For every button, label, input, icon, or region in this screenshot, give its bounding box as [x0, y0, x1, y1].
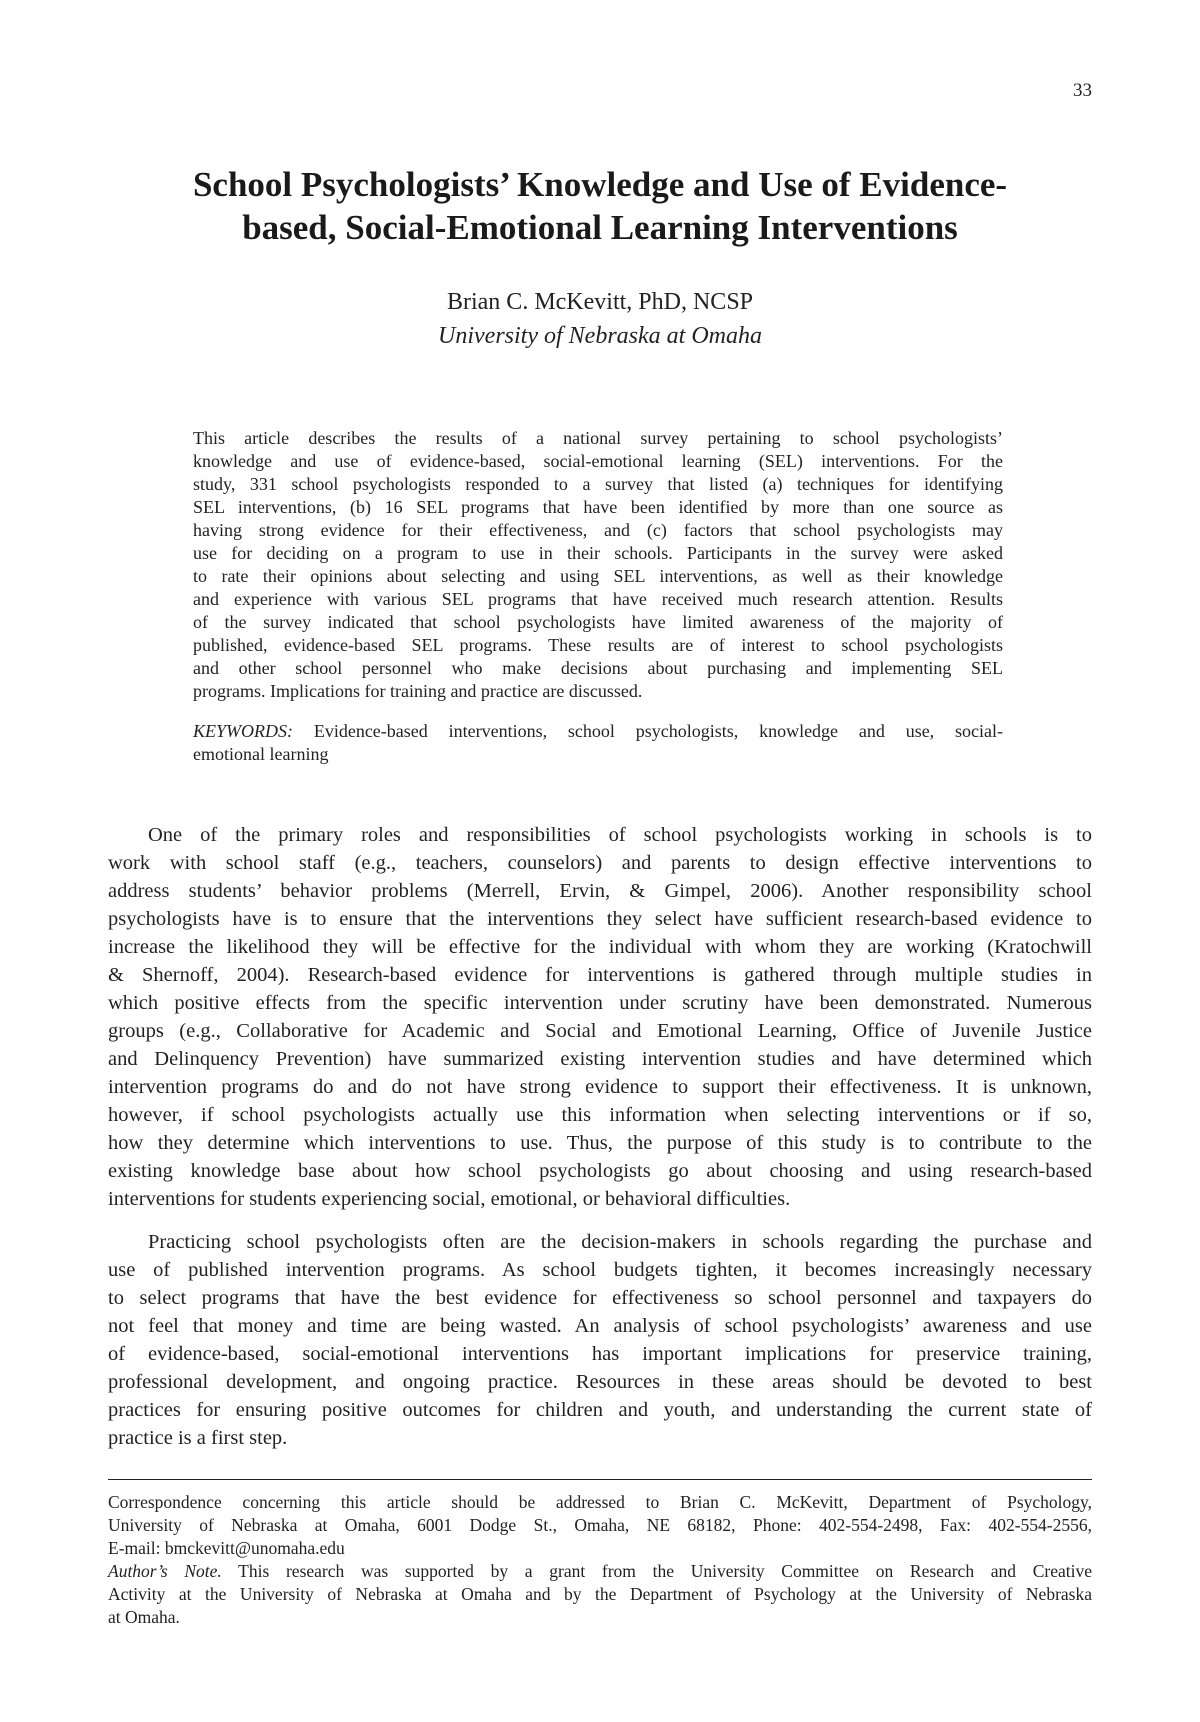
author-affiliation: University of Nebraska at Omaha: [438, 323, 762, 349]
body-line: professional development, and ongoing practice. Resources in these areas should be devoted to best: [108, 1371, 1092, 1393]
body-line: of evidence-based, social-emotional interventions has important implications for preservice training,: [108, 1343, 1092, 1365]
body-line: increase the likelihood they will be effective for the individual with whom they are working (Kratochwill: [108, 936, 1092, 958]
title-line: based, Social-Emotional Learning Interventions: [242, 208, 958, 247]
keywords-label: KEYWORDS:: [193, 721, 293, 741]
body-line: use of published intervention programs. As school budgets tighten, it becomes increasingly necessary: [108, 1259, 1092, 1281]
keywords-line: emotional learning: [193, 744, 329, 764]
abstract-line: This article describes the results of a national survey pertaining to school psychologists’: [193, 428, 1003, 448]
body-line: work with school staff (e.g., teachers, counselors) and parents to design effective interventions to: [108, 852, 1092, 874]
authors-note-label: Author’s Note.: [108, 1561, 222, 1581]
body-line: & Shernoff, 2004). Research-based evidence for interventions is gathered through multiple studies in: [108, 964, 1092, 986]
abstract: [193, 427, 1003, 703]
body-line: practices for ensuring positive outcomes for children and youth, and understanding the current state of: [108, 1399, 1092, 1421]
title-line: School Psychologists’ Knowledge and Use of Evidence-: [192, 165, 1008, 204]
keywords: [193, 720, 1003, 766]
body-line: groups (e.g., Collaborative for Academic and Social and Emotional Learning, Office of Juvenile Justice: [108, 1020, 1092, 1042]
abstract-line: published, evidence-based SEL programs. These results are of interest to school psychologists: [193, 635, 1003, 655]
body-line: to select programs that have the best evidence for effectiveness so school personnel and taxpayers do: [108, 1287, 1092, 1309]
body-line: existing knowledge base about how school psychologists go about choosing and using research-based: [108, 1160, 1092, 1182]
footnote-line: at Omaha.: [108, 1607, 180, 1627]
abstract-line: programs. Implications for training and practice are discussed.: [193, 681, 643, 701]
footnotes: [108, 1491, 1092, 1629]
body-line: practice is a first step.: [108, 1427, 288, 1449]
body-line: One of the primary roles and responsibilities of school psychologists working in schools is to: [148, 824, 1092, 846]
body-paragraph: [108, 1228, 1092, 1452]
abstract-line: of the survey indicated that school psychologists have limited awareness of the majority of: [193, 612, 1003, 632]
abstract-line: and other school personnel who make decisions about purchasing and implementing SEL: [193, 658, 1003, 678]
keywords-text: Evidence-based interventions, school psychologists, knowledge and use, social-: [313, 721, 1003, 741]
authors-note-text: This research was supported by a grant from the University Committee on Research and Creative: [238, 1561, 1093, 1581]
body-paragraph: [108, 821, 1092, 1213]
body-line: address students’ behavior problems (Merrell, Ervin, & Gimpel, 2006). Another responsibility school: [108, 880, 1092, 902]
footnote-line: E-mail: bmckevitt@unomaha.edu: [108, 1538, 345, 1558]
abstract-line: knowledge and use of evidence-based, social-emotional learning (SEL) interventions. For the: [193, 451, 1003, 471]
abstract-line: having strong evidence for their effectiveness, and (c) factors that school psychologists may: [193, 520, 1003, 540]
body-line: interventions for students experiencing social, emotional, or behavioral difficulties.: [108, 1188, 791, 1210]
abstract-line: study, 331 school psychologists responded to a survey that listed (a) techniques for identifying: [193, 474, 1003, 494]
footnote-divider: [108, 1479, 1092, 1480]
abstract-line: and experience with various SEL programs that have received much research attention. Results: [193, 589, 1003, 609]
footnote-line: University of Nebraska at Omaha, 6001 Dodge St., Omaha, NE 68182, Phone: 402-554-2498, Fax: 402-554-2556,: [108, 1515, 1092, 1535]
page-number: 33: [1073, 80, 1092, 101]
abstract-line: SEL interventions, (b) 16 SEL programs that have been identified by more than one source as: [193, 497, 1003, 517]
body-line: not feel that money and time are being wasted. An analysis of school psychologists’ awareness and use: [108, 1315, 1092, 1337]
abstract-line: to rate their opinions about selecting and using SEL interventions, as well as their knowledge: [193, 566, 1003, 586]
body-line: however, if school psychologists actually use this information when selecting interventions or if so,: [108, 1104, 1092, 1126]
author-name: Brian C. McKevitt, PhD, NCSP: [446, 289, 754, 315]
body-line: Practicing school psychologists often are the decision-makers in schools regarding the purchase and: [148, 1231, 1092, 1253]
body-line: and Delinquency Prevention) have summarized existing intervention studies and have determined which: [108, 1048, 1092, 1070]
footnote-line: Activity at the University of Nebraska at Omaha and by the Department of Psychology at the University of Nebraska: [108, 1584, 1092, 1604]
author-block: [0, 285, 1200, 353]
body-line: intervention programs do and do not have strong evidence to support their effectiveness. It is unknown,: [108, 1076, 1092, 1098]
body-line: psychologists have is to ensure that the interventions they select have sufficient research-based evidence to: [108, 908, 1092, 930]
footnote-line: Correspondence concerning this article should be addressed to Brian C. McKevitt, Department of Psychology,: [108, 1492, 1092, 1512]
abstract-line: use for deciding on a program to use in their schools. Participants in the survey were asked: [193, 543, 1003, 563]
footnote-line: [108, 1560, 1092, 1583]
keywords-line: [193, 720, 1003, 743]
body-line: how they determine which interventions to use. Thus, the purpose of this study is to contribute to the: [108, 1132, 1092, 1154]
body-line: which positive effects from the specific intervention under scrutiny have been demonstrated. Numerous: [108, 992, 1092, 1014]
article-title: [0, 163, 1200, 249]
